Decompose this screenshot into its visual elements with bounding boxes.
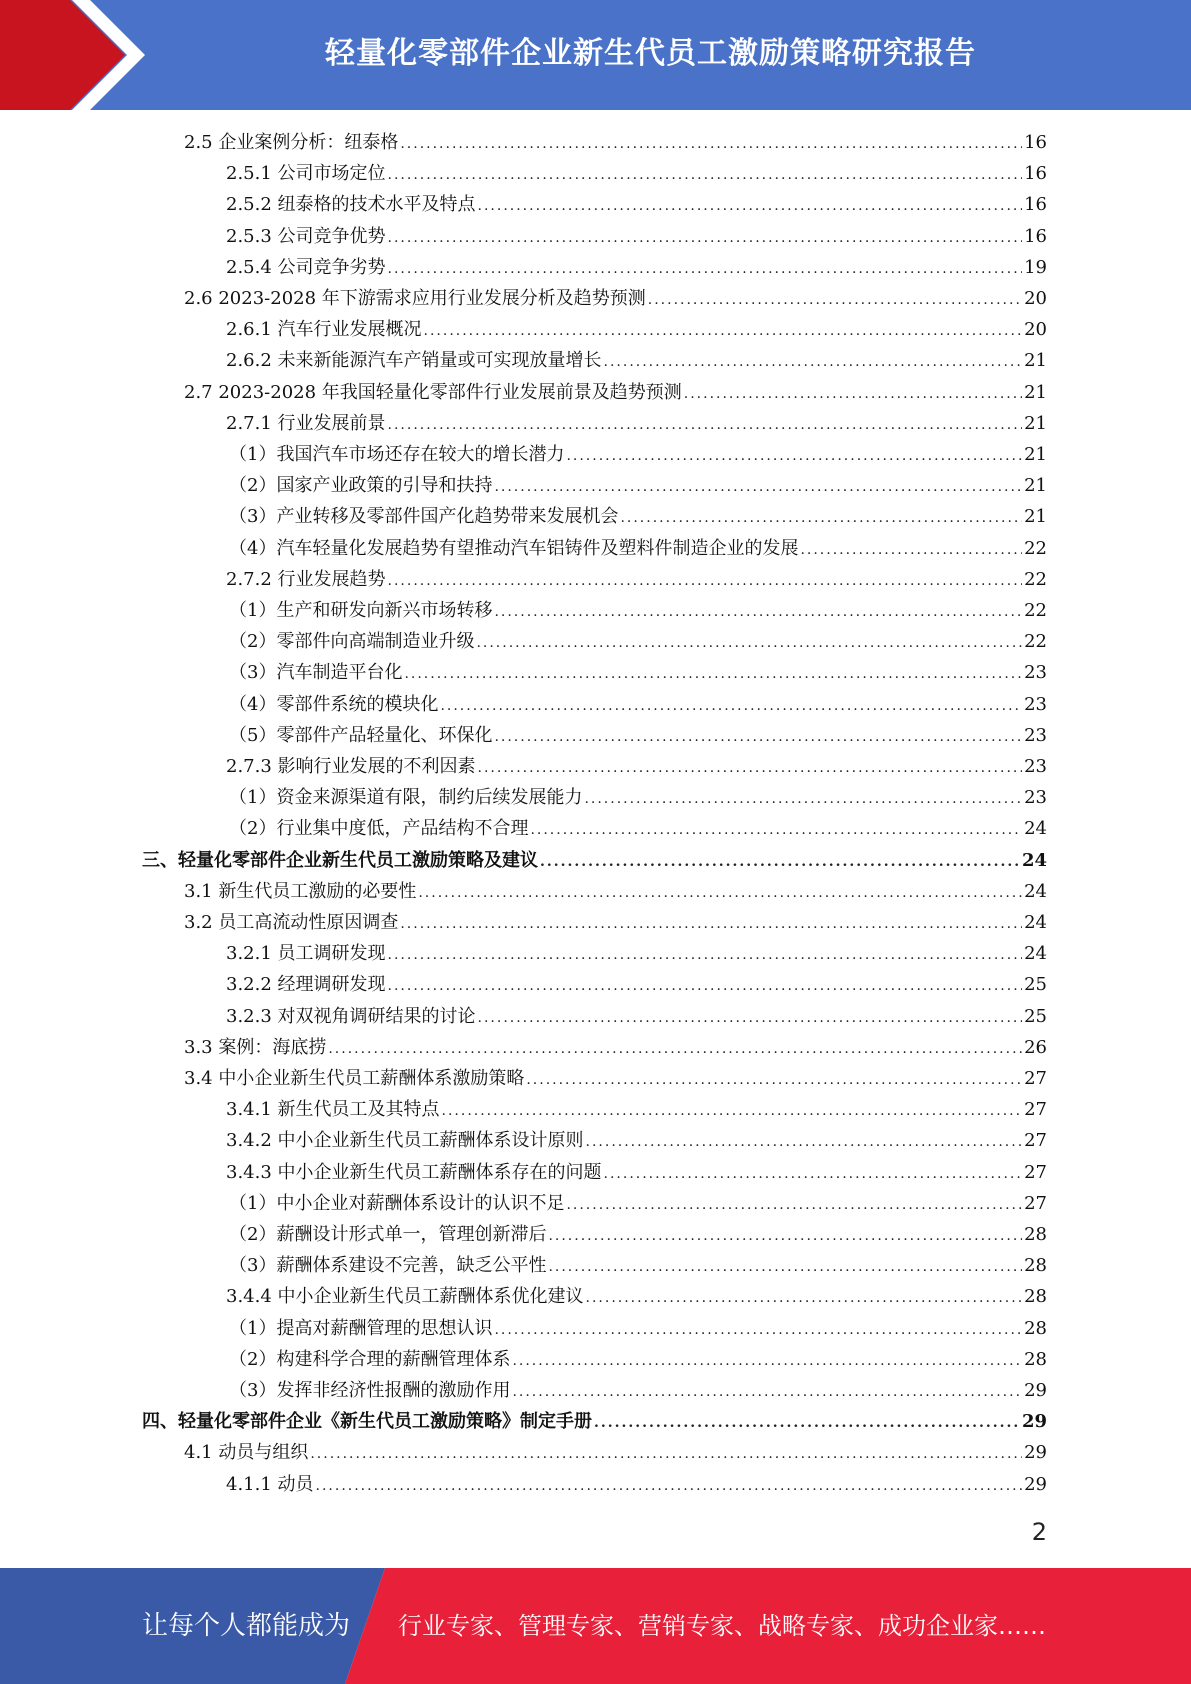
toc-entry-page: 27 [1024, 1068, 1047, 1089]
toc-entry-label: 3.4.4 中小企业新生代员工薪酬体系优化建议 [226, 1286, 584, 1308]
toc-entry-page: 27 [1024, 1161, 1047, 1183]
toc-entry[interactable] [226, 1125, 1047, 1156]
toc-dot-leader [388, 971, 1023, 1002]
toc-entry[interactable] [229, 470, 1047, 501]
toc-entry-page: 24 [1024, 880, 1047, 902]
toc-dot-leader [478, 191, 1023, 222]
toc-entry-label: （3）发挥非经济性报酬的激励作用 [229, 1380, 511, 1401]
toc-dot-leader [594, 1408, 1020, 1439]
toc-entry-label: （1）中小企业对薪酬体系设计的认识不足 [229, 1192, 565, 1214]
toc-dot-leader [800, 535, 1022, 566]
toc-entry[interactable] [229, 1344, 1047, 1375]
toc-dot-leader [586, 1127, 1023, 1158]
toc-entry-page: 16 [1024, 225, 1047, 247]
toc-dot-leader [526, 1065, 1022, 1096]
toc-dot-leader [566, 1190, 1022, 1221]
toc-entry-label: （3）薪酬体系建设不完善，缺乏公平性 [229, 1255, 547, 1277]
toc-entry[interactable] [229, 626, 1047, 657]
toc-entry[interactable] [229, 533, 1047, 564]
toc-entry[interactable] [226, 564, 1047, 595]
toc-entry-page: 29 [1024, 1442, 1047, 1464]
toc-entry-label: 3.4 中小企业新生代员工薪酬体系激励策略 [184, 1068, 525, 1089]
toc-entry[interactable] [226, 751, 1047, 782]
toc-entry[interactable] [184, 283, 1047, 314]
toc-entry-page: 29 [1024, 1380, 1047, 1401]
toc-dot-leader [442, 1096, 1023, 1127]
toc-entry-page: 28 [1024, 1255, 1047, 1277]
toc-entry-page: 21 [1024, 506, 1047, 528]
toc-entry-page: 22 [1024, 631, 1047, 653]
toc-entry-label: 2.7 2023-2028 年我国轻量化零部件行业发展前景及趋势预测 [184, 381, 682, 403]
toc-dot-leader [404, 659, 1022, 690]
toc-dot-leader [310, 1439, 1022, 1470]
toc-entry[interactable] [226, 1281, 1047, 1312]
toc-dot-leader [566, 441, 1022, 472]
toc-entry-label: 2.6.1 汽车行业发展概况 [226, 319, 422, 341]
toc-entry-label: 2.5.1 公司市场定位 [226, 163, 386, 185]
toc-entry-label: （2）构建科学合理的薪酬管理体系 [229, 1348, 511, 1370]
toc-entry-label: （1）我国汽车市场还存在较大的增长潜力 [229, 444, 565, 465]
toc-entry-label: （2）国家产业政策的引导和扶持 [229, 475, 493, 497]
toc-entry-page: 20 [1024, 288, 1047, 309]
toc-entry-label: 3.4.3 中小企业新生代员工薪酬体系存在的问题 [226, 1161, 602, 1183]
toc-entry[interactable] [226, 158, 1047, 189]
toc-entry-label: （2）行业集中度低，产品结构不合理 [229, 818, 529, 840]
toc-dot-leader [584, 784, 1022, 815]
toc-entry-page: 23 [1024, 756, 1047, 777]
toc-entry[interactable] [184, 1437, 1047, 1468]
toc-entry-label: 4.1.1 动员 [226, 1473, 314, 1495]
toc-entry[interactable] [226, 408, 1047, 439]
toc-dot-leader [478, 753, 1023, 784]
toc-dot-leader [620, 503, 1022, 534]
toc-dot-leader [548, 1252, 1022, 1283]
toc-entry-page: 27 [1024, 1099, 1047, 1121]
header-arrow-decoration [0, 0, 160, 110]
toc-entry-label: 2.7.3 影响行业发展的不利因素 [226, 756, 476, 777]
toc-dot-leader [388, 566, 1023, 597]
toc-dot-leader [540, 847, 1020, 878]
report-title: 轻量化零部件企业新生代员工激励策略研究报告 [325, 36, 976, 71]
toc-entry-label: （3）汽车制造平台化 [229, 662, 403, 684]
toc-entry-page: 28 [1024, 1286, 1047, 1308]
toc-entry[interactable] [229, 595, 1047, 626]
toc-entry[interactable] [229, 1219, 1047, 1250]
toc-entry-label: 3.2.1 员工调研发现 [226, 943, 386, 965]
toc-entry-label: （4）汽车轻量化发展趋势有望推动汽车铝铸件及塑料件制造企业的发展 [229, 537, 799, 559]
toc-entry[interactable] [142, 845, 1047, 876]
toc-entry-label: 3.4.1 新生代员工及其特点 [226, 1099, 440, 1121]
toc-dot-leader [316, 1471, 1023, 1502]
toc-dot-leader [548, 1221, 1022, 1252]
toc-entry[interactable] [226, 221, 1047, 252]
toc-entry[interactable] [226, 1094, 1047, 1125]
toc-entry-page: 22 [1024, 537, 1047, 559]
toc-entry-label: 2.5 企业案例分析：纽泰格 [184, 132, 399, 153]
toc-entry-page: 21 [1024, 350, 1047, 372]
toc-entry-label: 3.2.2 经理调研发现 [226, 974, 386, 996]
toc-entry-page: 25 [1024, 1005, 1047, 1027]
toc-entry-label: 3.3 案例：海底捞 [184, 1036, 327, 1058]
toc-entry-label: 3.2 员工高流动性原因调查 [184, 912, 399, 933]
toc-entry[interactable] [229, 501, 1047, 532]
toc-dot-leader [424, 316, 1023, 347]
toc-entry-page: 24 [1021, 849, 1047, 871]
footer-slogan-left: 让每个人都能成为 [142, 1611, 351, 1641]
toc-dot-leader [388, 410, 1023, 441]
toc-dot-leader [512, 1346, 1022, 1377]
page-number: 2 [1031, 1518, 1047, 1546]
toc-dot-leader [400, 909, 1022, 940]
toc-entry[interactable] [226, 969, 1047, 1000]
toc-entry-label: （2）零部件向高端制造业升级 [229, 631, 475, 653]
toc-entry-label: （5）零部件产品轻量化、环保化 [229, 724, 493, 746]
toc-entry-page: 24 [1024, 943, 1047, 965]
toc-entry-page: 28 [1024, 1317, 1047, 1339]
toc-entry-page: 21 [1024, 412, 1047, 434]
toc-dot-leader [494, 1315, 1022, 1346]
toc-entry-label: 2.6.2 未来新能源汽车产销量或可实现放量增长 [226, 350, 602, 372]
toc-dot-leader [586, 1283, 1023, 1314]
toc-dot-leader [648, 285, 1022, 316]
page-footer [0, 1568, 1191, 1684]
toc-entry[interactable] [226, 189, 1047, 220]
toc-entry-page: 16 [1024, 163, 1047, 185]
toc-dot-leader [494, 472, 1022, 503]
toc-entry-page: 29 [1021, 1411, 1047, 1433]
toc-entry[interactable] [229, 1313, 1047, 1344]
toc-entry-page: 24 [1024, 818, 1047, 840]
toc-entry[interactable] [229, 720, 1047, 751]
toc-entry-label: （1）资金来源渠道有限，制约后续发展能力 [229, 787, 583, 809]
toc-entry[interactable] [229, 1188, 1047, 1219]
toc-dot-leader [512, 1377, 1022, 1408]
toc-entry-label: （2）薪酬设计形式单一，管理创新滞后 [229, 1224, 547, 1245]
toc-entry-page: 23 [1024, 724, 1047, 746]
toc-entry-page: 23 [1024, 693, 1047, 715]
toc-dot-leader [494, 722, 1022, 753]
toc-entry[interactable] [184, 377, 1047, 408]
toc-entry-label: 2.6 2023-2028 年下游需求应用行业发展分析及趋势预测 [184, 288, 646, 309]
toc-dot-leader [388, 223, 1023, 254]
toc-dot-leader [440, 691, 1022, 722]
toc-entry[interactable] [226, 1157, 1047, 1188]
toc-dot-leader [418, 878, 1022, 909]
toc-dot-leader [494, 597, 1022, 628]
toc-entry-page: 27 [1024, 1192, 1047, 1214]
toc-entry-label: 2.7.1 行业发展前景 [226, 412, 386, 434]
toc-entry-page: 21 [1024, 475, 1047, 497]
toc-dot-leader [604, 347, 1023, 378]
toc-entry[interactable] [229, 689, 1047, 720]
toc-entry-label: 2.7.2 行业发展趋势 [226, 568, 386, 590]
toc-entry-label: （1）提高对薪酬管理的思想认识 [229, 1317, 493, 1339]
toc-entry[interactable] [184, 876, 1047, 907]
toc-dot-leader [478, 1003, 1023, 1034]
toc-entry-page: 21 [1024, 444, 1047, 465]
toc-entry-page: 29 [1024, 1473, 1047, 1495]
toc-dot-leader [400, 129, 1022, 160]
toc-entry-page: 28 [1024, 1348, 1047, 1370]
toc-entry-label: 3.1 新生代员工激励的必要性 [184, 880, 417, 902]
toc-dot-leader [328, 1034, 1022, 1065]
toc-entry[interactable] [226, 1469, 1047, 1500]
toc-dot-leader [604, 1159, 1023, 1190]
toc-entry[interactable] [229, 813, 1047, 844]
toc-dot-leader [476, 628, 1022, 659]
page-header [0, 0, 1191, 110]
toc-entry-page: 25 [1024, 974, 1047, 996]
toc-entry-label: 3.4.2 中小企业新生代员工薪酬体系设计原则 [226, 1130, 584, 1152]
toc-entry[interactable] [142, 1406, 1047, 1437]
toc-entry-label: （3）产业转移及零部件国产化趋势带来发展机会 [229, 506, 619, 528]
toc-entry-page: 23 [1024, 662, 1047, 684]
toc-entry-label: 三、轻量化零部件企业新生代员工激励策略及建议 [142, 849, 538, 871]
toc-entry[interactable] [229, 1375, 1047, 1406]
toc-entry-label: 2.5.2 纽泰格的技术水平及特点 [226, 194, 476, 216]
toc-entry-label: 四、轻量化零部件企业《新生代员工激励策略》制定手册 [142, 1411, 592, 1433]
toc-entry-page: 23 [1024, 787, 1047, 809]
toc-entry[interactable] [184, 1063, 1047, 1094]
toc-entry-page: 22 [1024, 600, 1047, 621]
toc-entry-label: （4）零部件系统的模块化 [229, 693, 439, 715]
toc-dot-leader [388, 940, 1023, 971]
toc-entry-label: 4.1 动员与组织 [184, 1442, 309, 1464]
footer-slogan-right: 行业专家、管理专家、营销专家、战略专家、成功企业家…… [398, 1612, 1046, 1640]
toc-entry[interactable] [226, 252, 1047, 283]
toc-entry[interactable] [229, 782, 1047, 813]
toc-entry-page: 16 [1024, 132, 1047, 153]
toc-entry-page: 22 [1024, 568, 1047, 590]
toc-dot-leader [684, 379, 1022, 410]
toc-entry-page: 27 [1024, 1130, 1047, 1152]
toc-entry[interactable] [229, 439, 1047, 470]
toc-entry-page: 26 [1024, 1036, 1047, 1058]
toc-entry-page: 24 [1024, 912, 1047, 933]
toc-entry[interactable] [226, 345, 1047, 376]
toc-entry[interactable] [229, 657, 1047, 688]
toc-dot-leader [388, 254, 1023, 285]
toc-dot-leader [530, 815, 1022, 846]
toc-entry[interactable] [184, 1032, 1047, 1063]
toc-entry-page: 20 [1024, 319, 1047, 341]
toc-entry[interactable] [226, 938, 1047, 969]
toc-entry-page: 19 [1024, 256, 1047, 278]
toc-entry-page: 16 [1024, 194, 1047, 216]
toc-entry[interactable] [184, 127, 1047, 158]
toc-entry-label: 3.2.3 对双视角调研结果的讨论 [226, 1005, 476, 1027]
toc-entry-label: 2.5.3 公司竞争优势 [226, 225, 386, 247]
toc-dot-leader [388, 160, 1023, 191]
toc-entry[interactable] [226, 1001, 1047, 1032]
toc-entry-label: （1）生产和研发向新兴市场转移 [229, 600, 493, 621]
toc-entry-label: 2.5.4 公司竞争劣势 [226, 256, 386, 278]
toc-entry-page: 21 [1024, 381, 1047, 403]
toc-entry-page: 28 [1024, 1224, 1047, 1245]
toc-entry[interactable] [226, 314, 1047, 345]
toc-entry[interactable] [229, 1250, 1047, 1281]
toc-entry[interactable] [184, 907, 1047, 938]
